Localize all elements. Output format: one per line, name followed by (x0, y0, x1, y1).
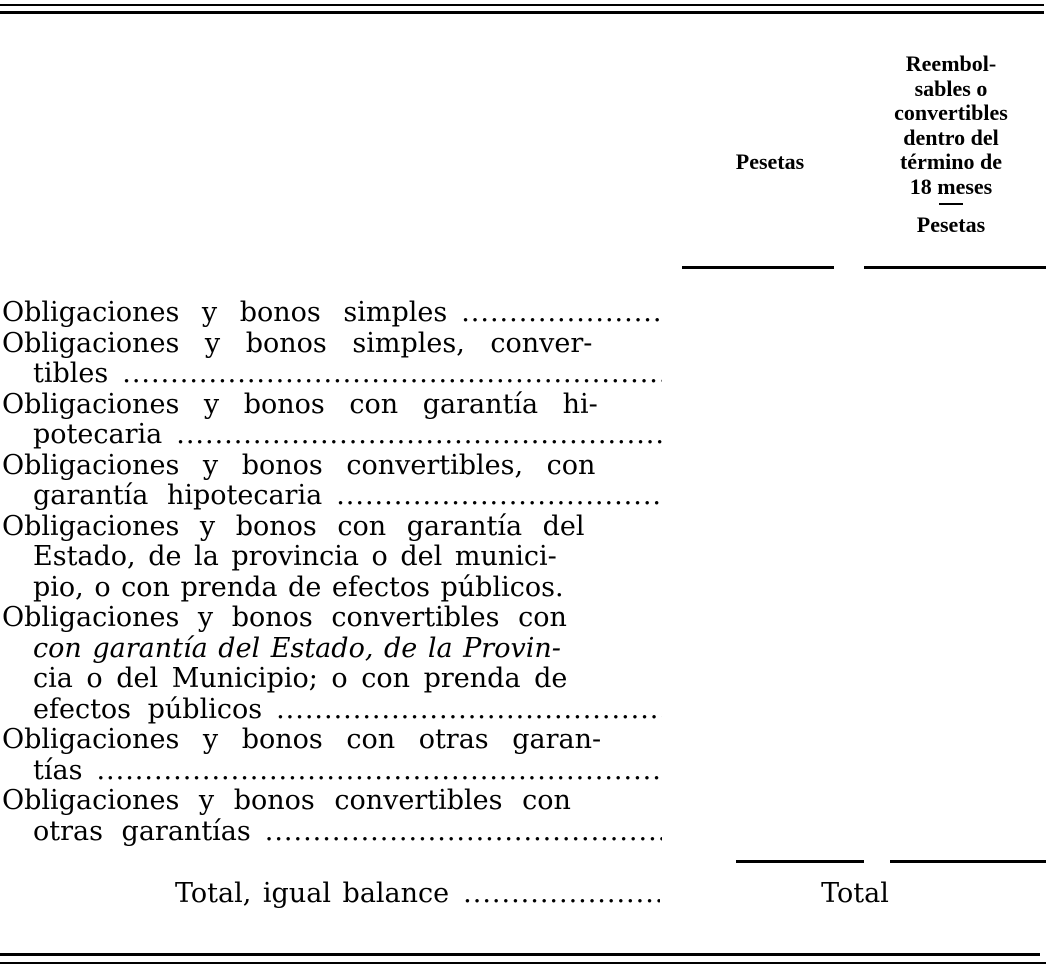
column-header-line: término de (899, 149, 1003, 174)
row-line (2, 634, 662, 665)
row-line (2, 603, 662, 634)
row-text: Obligaciones y bonos simples, conver- (2, 328, 593, 359)
column-header-reembolsables (856, 52, 1046, 238)
leader-dots (322, 481, 662, 512)
row-line (2, 817, 662, 848)
total-balance-row (0, 878, 660, 910)
row-text: cia o del Municipio; o con prenda de (33, 664, 568, 694)
column-header-line: convertibles (894, 100, 1008, 125)
row-line (2, 512, 662, 543)
row-text: Obligaciones y bonos con garantía hi- (2, 389, 598, 420)
row-text: Obligaciones y bonos convertibles, con (2, 450, 596, 481)
row-line (2, 756, 662, 787)
row-text: Estado, de la provincia o del munici- (33, 542, 557, 572)
column-header-line: sables o (914, 75, 988, 101)
leader-dots (82, 756, 662, 787)
column-header-pesetas (690, 150, 850, 174)
row-line (2, 695, 662, 726)
account-list (2, 298, 662, 847)
row-line (2, 573, 662, 604)
row-line (2, 329, 662, 360)
column-header-pesetas-label: Pesetas (735, 149, 805, 174)
column-header-line: Reembol- (905, 51, 997, 76)
row-line (2, 786, 662, 817)
row-text: efectos públicos (33, 694, 263, 725)
total-rule-pesetas (736, 860, 864, 863)
row-text: Obligaciones y bonos con otras garan- (2, 725, 602, 755)
row-text: tías (33, 755, 83, 786)
row-line (2, 390, 662, 421)
total-balance-label: Total, igual balance (175, 878, 450, 909)
top-rule-inner (0, 11, 1044, 14)
total-label: Total (821, 878, 889, 909)
header-rule-reembolsables (864, 266, 1046, 269)
row-text: Obligaciones y bonos convertibles con (2, 786, 571, 816)
list-item (2, 451, 662, 512)
top-rule (0, 4, 1044, 6)
header-rule-pesetas (682, 266, 834, 269)
row-text: Obligaciones y bonos convertibles con (2, 603, 567, 633)
total-rule-reembolsables (890, 860, 1046, 863)
list-item (2, 725, 662, 786)
row-text: otras garantías (33, 816, 251, 847)
column-header-line: 18 meses (909, 173, 993, 199)
row-text: pio, o con prenda de efectos públicos. (33, 572, 564, 603)
list-item (2, 390, 662, 451)
row-text: con garantía del Estado, de la Provin- (33, 633, 561, 664)
row-text: Obligaciones y bonos simples (2, 298, 448, 328)
row-text: garantía hipotecaria (33, 481, 323, 511)
column-header-unit: Pesetas (916, 212, 986, 237)
list-item (2, 298, 662, 329)
row-text: tibles (33, 359, 109, 389)
leader-dots (262, 695, 662, 726)
row-line (2, 451, 662, 482)
list-item (2, 512, 662, 604)
list-item (2, 329, 662, 390)
row-text: Obligaciones y bonos con garantía del (2, 511, 585, 542)
leader-dots (251, 817, 662, 848)
row-text: potecaria (33, 420, 163, 450)
list-item (2, 603, 662, 725)
header-dash (939, 203, 963, 205)
row-line (2, 542, 662, 573)
bottom-rule-outer (0, 962, 1046, 964)
leader-dots (162, 420, 662, 451)
row-line (2, 481, 662, 512)
row-line (0, 878, 660, 910)
bottom-rule (0, 953, 1040, 956)
row-line (2, 420, 662, 451)
leader-dots (449, 878, 660, 910)
leader-dots (108, 359, 662, 390)
leader-dots (447, 298, 662, 329)
list-item (2, 786, 662, 847)
row-line (2, 664, 662, 695)
row-line (2, 298, 662, 329)
column-header-line: dentro del (903, 124, 999, 150)
row-line (2, 359, 662, 390)
row-line (2, 725, 662, 756)
